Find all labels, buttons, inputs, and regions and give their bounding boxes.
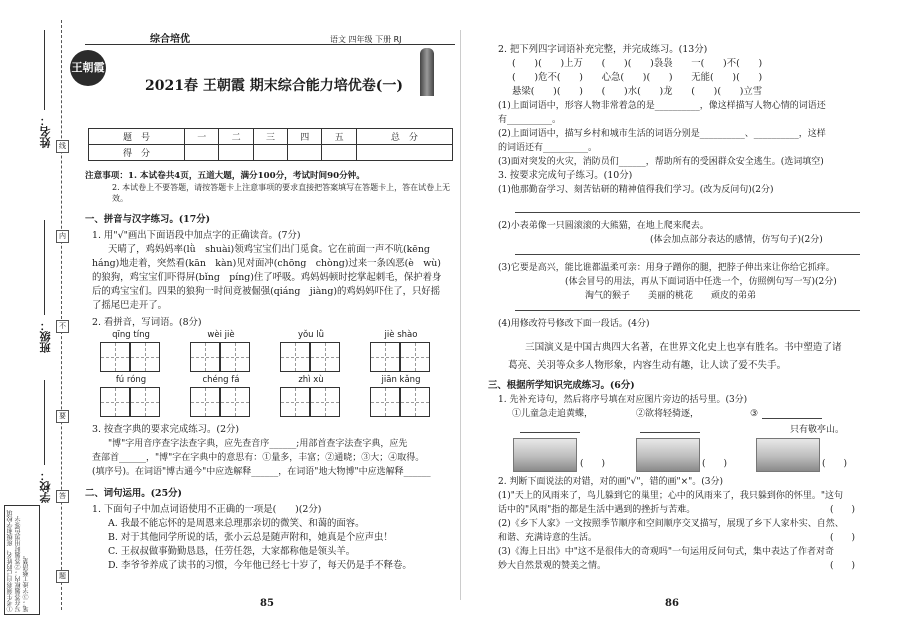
fold-mark: 线	[56, 140, 69, 153]
answer-line[interactable]	[640, 432, 700, 433]
fold-mark: 题	[56, 570, 69, 583]
section-title: 三、根据所学知识完成练习。(6分)	[488, 380, 635, 391]
passage-line: 天晴了，鸡妈妈率(lǜ shuài)领鸡宝宝们出门觅食。它在前面一声不吭(kēng	[108, 244, 430, 255]
answer-blank[interactable]: ( )	[702, 459, 728, 469]
answer-line[interactable]	[520, 432, 580, 433]
question: 1. 先补充诗句，然后将序号填在对应图片旁边的括号里。(3分)	[498, 395, 748, 405]
score-cell: 四	[288, 129, 322, 145]
idiom-question: 有__________。	[498, 115, 562, 125]
poem-line: 只有敬亭山。	[790, 425, 845, 435]
judge-line: (2)《乡下人家》一文按照季节顺序和空间顺序交叉描写，展现了乡下人家朴实、自然、	[498, 519, 844, 529]
judge-line: (3)《海上日出》中"这不是很伟大的奇观吗"一句运用反问句式，集中表达了作者对奇	[498, 547, 835, 557]
score-cell: 总 分	[356, 129, 452, 145]
answer-blank[interactable]: ( )	[580, 459, 606, 469]
char-box[interactable]	[220, 387, 250, 417]
question: 2. 判断下面说法的对错，对的画"√"，错的画"×"。(3分)	[498, 477, 724, 487]
score-cell: 题 号	[89, 129, 185, 145]
option: A. 我最不能忘怀的是周恩来总理那亲切的微笑、和蔼的面容。	[108, 518, 365, 529]
pinyin-label: zhì xù	[298, 375, 324, 385]
pinyin-label: chéng fá	[202, 375, 240, 385]
poem-picture	[513, 438, 577, 472]
sentence-task: (3)它要是高兴，能比谁都温柔可亲：用身子蹭你的腿，把脖子伸出来让你给它抓痒。	[498, 263, 835, 273]
idiom-row: ( )( )上万 ( )( )袅袅 一( )不( )	[512, 58, 763, 69]
school-label: 学校：	[39, 470, 52, 503]
idiom-question: (1)上面词语中，形容人物非常着急的是__________，像这样描写人物心情的词语还	[498, 101, 826, 111]
brand-logo: 王朝霞	[70, 50, 106, 86]
char-box[interactable]	[190, 342, 220, 372]
table-row	[89, 129, 453, 145]
lighthouse-icon	[420, 48, 434, 96]
char-box[interactable]	[400, 342, 430, 372]
option: C. 王叔叔做事勤勤恳恳，任劳任怨，大家都称他是领头羊。	[108, 546, 356, 557]
char-box[interactable]	[310, 342, 340, 372]
answer-blank[interactable]: ( )	[830, 505, 856, 515]
char-box[interactable]	[100, 387, 130, 417]
answer-line[interactable]	[515, 310, 860, 311]
pinyin-label: qīng tíng	[112, 330, 150, 340]
score-input[interactable]	[253, 145, 287, 161]
judge-line: 妙大自然景观的赞美之情。	[498, 561, 607, 571]
section-title: 一、拼音与汉字练习。(17分)	[85, 214, 211, 225]
judge-line: 话中的"风雨"指的都是生活中遇到的挫折与苦难。	[498, 505, 696, 515]
passage-line: 查部首______，"博"字在字典中的意思有：①量多，丰富；②通晓；③大；④取得。	[92, 453, 425, 463]
poem-line: ③	[750, 409, 759, 419]
question: 1. 用"√"画出下面语段中加点字的正确读音。(7分)	[92, 230, 301, 241]
answer-line[interactable]	[515, 212, 860, 213]
judge-line: (1)"天上的风雨来了，鸟儿躲到它的巢里；心中的风雨来了，我只躲到你的怀里。"这句	[498, 491, 844, 501]
idiom-question: (2)上面词语中，描写乡村和城市生活的词语分别是__________、__________，这样	[498, 129, 826, 139]
fold-line	[61, 20, 62, 610]
class-line	[44, 220, 45, 315]
answer-line[interactable]	[515, 254, 860, 255]
passage-line: 三国演义是中国古典四大名著，在世界文化史上也享有胜名。书中塑造了诸	[525, 342, 842, 353]
subject-meta: 语文 四年级 下册 RJ	[330, 35, 402, 44]
score-input[interactable]	[185, 145, 219, 161]
char-box[interactable]	[190, 387, 220, 417]
note-line: 注意事项：1. 本试卷共4页，五道大题，满分100分，考试时间90分钟。	[85, 171, 365, 181]
option: D. 李爷爷养成了读书的习惯，今年他已经七十岁了，每天仍是手不释卷。	[108, 560, 412, 571]
question: 3. 按要求完成句子练习。(10分)	[498, 170, 633, 181]
score-input[interactable]	[219, 145, 253, 161]
score-cell: 一	[185, 129, 219, 145]
name-line	[44, 30, 45, 110]
char-box[interactable]	[100, 342, 130, 372]
poem-picture	[756, 438, 820, 472]
idiom-row: ( )危不( ) 心急( )( ) 无能( )( )	[512, 72, 763, 83]
page-number: 86	[665, 598, 679, 609]
char-box[interactable]	[130, 342, 160, 372]
poem-line: ②欲将轻骑逐，	[636, 409, 700, 419]
passage-line: 葛亮、关羽等众多人物形象，内容生动有趣，让人读了爱不失手。	[508, 360, 787, 371]
passage-line: 了摇尾巴走开了。	[92, 300, 168, 311]
class-label: 班级：	[39, 320, 52, 353]
question: 2. 看拼音，写词语。(8分)	[92, 317, 202, 328]
sentence-task: (体会冒号的用法，再从下面词语中任选一个，仿照例句写一写)(2分)	[565, 277, 837, 287]
fold-mark: 答	[56, 490, 69, 503]
passage-line: 后的鸡宝宝们。四果的狼狗一时间竟被倔强(qiáng jiàng)的鸡妈妈吓住了，只好摇	[92, 286, 441, 297]
char-box[interactable]	[280, 387, 310, 417]
table-row	[89, 145, 453, 161]
char-box[interactable]	[220, 342, 250, 372]
score-cell: 二	[219, 129, 253, 145]
answer-blank[interactable]: ( )	[822, 459, 848, 469]
answer-line[interactable]	[762, 418, 822, 419]
answer-blank[interactable]: ( )	[830, 561, 856, 571]
word-choices: 淘气的猴子 美丽的桃花 顽皮的弟弟	[585, 291, 757, 301]
poem-line: ①儿童急走追黄蝶，	[512, 409, 594, 419]
idiom-question: (3)面对突发的火灾，消防员们______，帮助所有的受困群众安全逃生。(选词填空)	[498, 157, 824, 167]
sentence-task: (体会加点部分表达的感情，仿写句子)(2分)	[650, 235, 823, 245]
char-box[interactable]	[400, 387, 430, 417]
sentence-task: (2)小表弟像一只圆滚滚的大熊猫，在地上爬来爬去。	[498, 221, 709, 231]
candidate-note: ①考生须将自己的姓名、班级和学校填写在答题框内；②答题时用黑色签字笔；③字迹工整清楚。	[4, 505, 40, 615]
note-line: 2. 本试卷上不要答题，请按答题卡上注意事项的要求直接把答案填写在答题卡上，答在试卷上无效。	[112, 183, 451, 203]
question: 1. 下面句子中加点词语使用不正确的一项是( )(2分)	[92, 504, 322, 515]
poem-picture	[636, 438, 700, 472]
passage-line: háng)地走着，突然看(kān kàn)见对面冲(chōng chòng)过来一条凶恶(è wù)	[92, 258, 441, 269]
question: 3. 按查字典的要求完成练习。(2分)	[92, 424, 240, 435]
idiom-question: 的词语还有__________。	[498, 143, 598, 153]
idiom-row: 悬梁( )( ) ( )水( )龙 ( )( )立雪	[512, 86, 763, 97]
score-table	[88, 128, 453, 161]
question: 2. 把下列四字词语补充完整，并完成练习。(13分)	[498, 44, 708, 55]
sentence-task: (1)他那勤奋学习、刻苦钻研的精神值得我们学习。(改为反问句)(2分)	[498, 185, 774, 195]
answer-blank[interactable]: ( )	[830, 533, 856, 543]
char-box[interactable]	[370, 387, 400, 417]
brand-label: 综合培优	[150, 34, 190, 45]
score-input[interactable]	[288, 145, 322, 161]
fold-mark: 要	[56, 410, 69, 423]
fold-mark: 不	[56, 320, 69, 333]
passage-line: "博"字用音序查字法查字典，应先查音序______;用部首查字法查字典，应先	[108, 439, 408, 449]
binding-strip	[0, 0, 70, 625]
school-line	[44, 380, 45, 465]
header-rule	[85, 44, 455, 45]
pinyin-label: wèi jiè	[207, 330, 235, 340]
score-input[interactable]	[322, 145, 356, 161]
name-label: 姓名：	[39, 115, 52, 148]
char-box[interactable]	[310, 387, 340, 417]
score-cell: 五	[322, 129, 356, 145]
passage-line: (填序号)。在词语"博古通今"中应选解释______，在词语"地大物博"中应选解释______	[92, 467, 431, 477]
fold-mark: 内	[56, 230, 69, 243]
page-number: 85	[260, 598, 274, 609]
section-title: 二、词句运用。(25分)	[85, 488, 182, 499]
passage-line: 的狼狗，鸡宝宝们吓得屏(bǐng píng)住了呼吸。鸡妈妈顿时挖掌起刺毛，保护着身	[92, 272, 442, 283]
score-cell: 三	[253, 129, 287, 145]
sentence-task: (4)用修改符号修改下面一段话。(4分)	[498, 319, 650, 329]
exam-title: 2021春 王朝霞 期末综合能力培优卷(一)	[145, 78, 403, 94]
char-box[interactable]	[280, 342, 310, 372]
page-divider	[460, 30, 461, 600]
char-box[interactable]	[130, 387, 160, 417]
pinyin-label: fú róng	[115, 375, 147, 385]
option: B. 对于其他同学所说的话，张小云总是随声附和，她真是个应声虫！	[108, 532, 393, 543]
score-cell: 得 分	[89, 145, 185, 161]
score-input[interactable]	[356, 145, 452, 161]
pinyin-label: jiè shào	[384, 330, 418, 340]
char-box[interactable]	[370, 342, 400, 372]
pinyin-label: jiān kǎng	[381, 375, 421, 385]
pinyin-label: yǒu lǜ	[297, 330, 325, 340]
judge-line: 和谐、充满诗意的生活。	[498, 533, 598, 543]
